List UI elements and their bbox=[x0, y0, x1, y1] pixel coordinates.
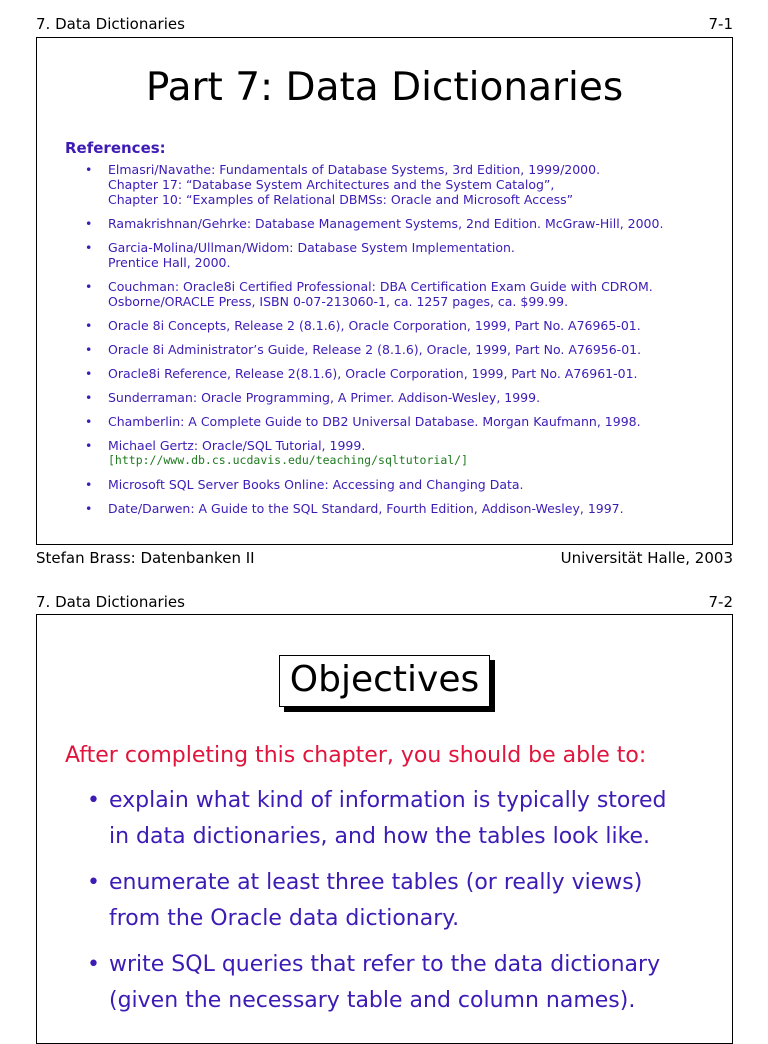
slide1-footer bbox=[36, 549, 733, 567]
reference-link[interactable]: [http://www.db.cs.ucdavis.edu/teaching/sqltutorial/] bbox=[108, 453, 469, 467]
bullet-icon: • bbox=[87, 788, 100, 813]
list-item-line: Michael Gertz: Oracle/SQL Tutorial, 1999. bbox=[108, 438, 366, 453]
bullet-icon: • bbox=[85, 477, 93, 492]
chapter-label: 7. Data Dictionaries bbox=[36, 15, 185, 33]
slide1-frame bbox=[36, 37, 733, 545]
list-item-line: Couchman: Oracle8i Certified Professional: DBA Certification Exam Guide with CDROM. bbox=[108, 279, 653, 294]
bullet-icon: • bbox=[87, 870, 100, 895]
bullet-icon: • bbox=[85, 390, 93, 405]
bullet-icon: • bbox=[85, 216, 93, 231]
bullet-icon: • bbox=[87, 952, 100, 977]
bullet-icon: • bbox=[85, 501, 93, 516]
list-item-line: enumerate at least three tables (or really views) bbox=[109, 870, 643, 895]
bullet-icon: • bbox=[85, 438, 93, 453]
list-item-line: from the Oracle data dictionary. bbox=[109, 906, 460, 931]
list-item bbox=[81, 438, 724, 468]
list-item bbox=[81, 414, 724, 429]
bullet-icon: • bbox=[85, 279, 93, 294]
list-item-line: Oracle8i Reference, Release 2(8.1.6), Oracle Corporation, 1999, Part No. A76961-01. bbox=[108, 366, 638, 381]
list-item-line: write SQL queries that refer to the data dictionary bbox=[109, 952, 661, 977]
bullet-icon: • bbox=[85, 414, 93, 429]
bullet-icon: • bbox=[85, 240, 93, 255]
list-item-line: explain what kind of information is typically stored bbox=[109, 788, 667, 813]
list-item-line: in data dictionaries, and how the tables look like. bbox=[109, 824, 651, 849]
list-item bbox=[81, 477, 724, 492]
page-number: 7-2 bbox=[708, 593, 733, 611]
references-heading: References: bbox=[65, 139, 166, 157]
list-item bbox=[83, 947, 704, 1019]
page-number: 7-1 bbox=[708, 15, 733, 33]
list-item bbox=[81, 240, 724, 270]
objectives-title: Objectives bbox=[279, 655, 490, 707]
list-item-line: Chapter 17: “Database System Architectures and the System Catalog”, bbox=[108, 177, 555, 192]
bullet-icon: • bbox=[85, 342, 93, 357]
list-item bbox=[81, 318, 724, 333]
list-item bbox=[81, 162, 724, 207]
list-item bbox=[81, 216, 724, 231]
chapter-label: 7. Data Dictionaries bbox=[36, 593, 185, 611]
list-item-line: Chamberlin: A Complete Guide to DB2 Universal Database. Morgan Kaufmann, 1998. bbox=[108, 414, 641, 429]
list-item bbox=[81, 279, 724, 309]
list-item-line: Microsoft SQL Server Books Online: Accessing and Changing Data. bbox=[108, 477, 524, 492]
list-item-line: Oracle 8i Administrator’s Guide, Release 2 (8.1.6), Oracle, 1999, Part No. A76956-01. bbox=[108, 342, 642, 357]
bullet-icon: • bbox=[85, 366, 93, 381]
references-list bbox=[81, 162, 724, 525]
list-item bbox=[81, 390, 724, 405]
page-title: Part 7: Data Dictionaries bbox=[145, 65, 624, 110]
list-item-line: (given the necessary table and column names). bbox=[109, 988, 636, 1013]
objectives-list bbox=[83, 783, 704, 1029]
bullet-icon: • bbox=[85, 162, 93, 177]
list-item bbox=[81, 501, 724, 516]
list-item bbox=[81, 342, 724, 357]
list-item-line: Chapter 10: “Examples of Relational DBMSs: Oracle and Microsoft Access” bbox=[108, 192, 574, 207]
list-item bbox=[83, 783, 704, 855]
slide2-frame bbox=[36, 614, 733, 1044]
objectives-intro: After completing this chapter, you should be able to: bbox=[65, 743, 647, 768]
list-item-line: Elmasri/Navathe: Fundamentals of Database Systems, 3rd Edition, 1999/2000. bbox=[108, 162, 601, 177]
list-item-line: Oracle 8i Concepts, Release 2 (8.1.6), Oracle Corporation, 1999, Part No. A76965-01. bbox=[108, 318, 641, 333]
footer-institution: Universität Halle, 2003 bbox=[560, 549, 733, 567]
list-item-line: Sunderraman: Oracle Programming, A Primer. Addison-Wesley, 1999. bbox=[108, 390, 541, 405]
list-item bbox=[83, 865, 704, 937]
slide2-header bbox=[36, 593, 733, 611]
list-item-line: Ramakrishnan/Gehrke: Database Management Systems, 2nd Edition. McGraw-Hill, 2000. bbox=[108, 216, 664, 231]
slide1-header bbox=[36, 15, 733, 33]
list-item-line: Garcia-Molina/Ullman/Widom: Database System Implementation. bbox=[108, 240, 515, 255]
list-item-line: Osborne/ORACLE Press, ISBN 0-07-213060-1, ca. 1257 pages, ca. $99.99. bbox=[108, 294, 569, 309]
bullet-icon: • bbox=[85, 318, 93, 333]
list-item bbox=[81, 366, 724, 381]
footer-author: Stefan Brass: Datenbanken II bbox=[36, 549, 255, 567]
list-item-line: Date/Darwen: A Guide to the SQL Standard, Fourth Edition, Addison-Wesley, 1997. bbox=[108, 501, 624, 516]
list-item-line: Prentice Hall, 2000. bbox=[108, 255, 231, 270]
